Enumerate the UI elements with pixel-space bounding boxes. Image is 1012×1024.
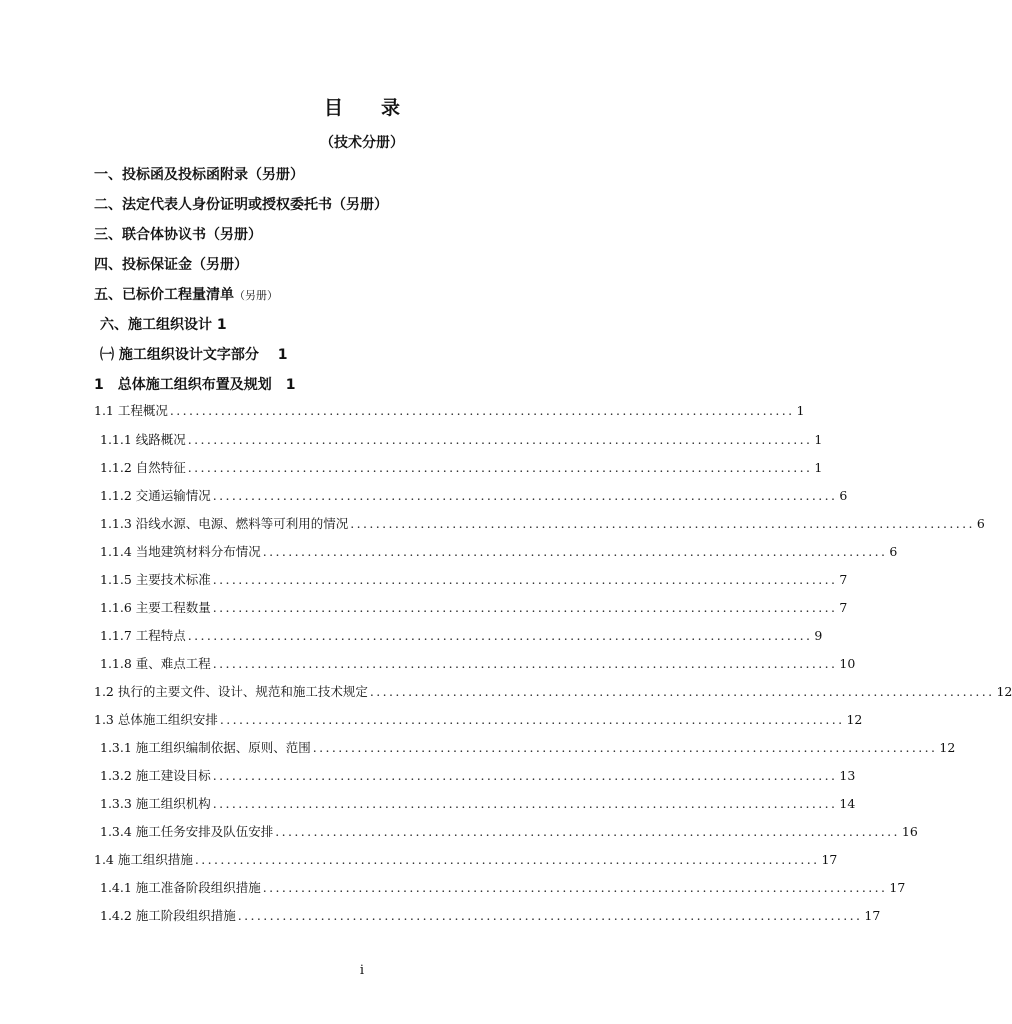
toc-entry-page: 12	[846, 712, 863, 727]
toc-leader-dots: ..................................................................................................	[212, 600, 838, 615]
toc-entry-label: 1.1 工程概况	[94, 403, 168, 418]
toc-leader-dots: ..................................................................................................	[194, 852, 820, 867]
toc-entry[interactable]	[100, 738, 956, 756]
toc-entry-page: 9	[814, 628, 823, 643]
toc-entry-page: 10	[839, 656, 856, 671]
toc-entry-page: 12	[996, 684, 1012, 699]
toc-entry-label: 1.1.5 主要技术标准	[100, 572, 211, 587]
section-heading-2: 二、法定代表人身份证明或授权委托书（另册）	[94, 197, 388, 213]
toc-leader-dots: ..................................................................................................	[187, 460, 813, 475]
toc-entry-page: 17	[864, 908, 881, 923]
toc-entry-page: 7	[839, 572, 848, 587]
toc-leader-dots: ..................................................................................................	[369, 684, 995, 699]
toc-entry-page: 17	[821, 852, 838, 867]
toc-entry-page: 6	[839, 488, 848, 503]
toc-entry-page: 17	[889, 880, 906, 895]
toc-leader-dots: ..................................................................................................	[312, 740, 938, 755]
page-subtitle: （技术分册）	[320, 135, 404, 151]
toc-entry[interactable]	[100, 654, 856, 672]
toc-leader-dots: ..................................................................................................	[187, 628, 813, 643]
toc-entry[interactable]	[100, 766, 856, 784]
section-heading-5-text: 五、已标价工程量清单	[94, 287, 234, 303]
toc-entry-label: 1.1.1 线路概况	[100, 432, 186, 447]
toc-entry-page: 1	[814, 432, 823, 447]
toc-entry-page: 1	[814, 460, 823, 475]
toc-leader-dots: ..................................................................................................	[212, 796, 838, 811]
toc-entry[interactable]	[100, 458, 823, 476]
toc-leader-dots: ..................................................................................................	[219, 712, 845, 727]
toc-leader-dots: ..................................................................................................	[350, 516, 975, 531]
toc-entry-label: 1.1.2 自然特征	[100, 460, 186, 475]
toc-entry-label: 1.3.2 施工建设目标	[100, 768, 211, 783]
toc-entry[interactable]	[100, 514, 985, 532]
title-right-char: 录	[381, 97, 401, 119]
toc-entry-label: 1.1.6 主要工程数量	[100, 600, 211, 615]
toc-entry-label: 1.1.3 沿线水源、电源、燃料等可利用的情况	[100, 516, 349, 531]
toc-entry[interactable]	[94, 682, 1012, 700]
section-heading-3: 三、联合体协议书（另册）	[94, 227, 262, 243]
toc-entry-label: 1.1.8 重、难点工程	[100, 656, 211, 671]
page-title	[0, 93, 724, 120]
toc-leader-dots: ..................................................................................................	[262, 544, 888, 559]
toc-leader-dots: ..................................................................................................	[187, 432, 813, 447]
toc-entry[interactable]	[100, 906, 881, 924]
toc-entry-label: 1.3.3 施工组织机构	[100, 796, 211, 811]
toc-leader-dots: ..................................................................................................	[212, 488, 838, 503]
toc-entry-label: 1.4 施工组织措施	[94, 852, 193, 867]
section-heading-chapter-1: 1 总体施工组织布置及规划 1	[94, 377, 296, 393]
toc-entry-label: 1.2 执行的主要文件、设计、规范和施工技术规定	[94, 684, 368, 699]
toc-entry[interactable]	[100, 542, 898, 560]
toc-leader-dots: ..................................................................................................	[212, 656, 838, 671]
section-heading-1: 一、投标函及投标函附录（另册）	[94, 167, 304, 183]
toc-leader-dots: ..................................................................................................	[262, 880, 888, 895]
toc-entry[interactable]	[100, 430, 823, 448]
toc-entry-label: 1.3 总体施工组织安排	[94, 712, 218, 727]
toc-entry-page: 13	[839, 768, 856, 783]
toc-entry-label: 1.3.1 施工组织编制依据、原则、范围	[100, 740, 311, 755]
toc-entry[interactable]	[94, 710, 863, 728]
toc-entry-label: 1.1.2 交通运输情况	[100, 488, 211, 503]
toc-entry[interactable]	[100, 486, 848, 504]
toc-entry-label: 1.1.4 当地建筑材料分布情况	[100, 544, 261, 559]
toc-entry-page: 12	[939, 740, 956, 755]
toc-entry-page: 14	[839, 796, 856, 811]
toc-leader-dots: ..................................................................................................	[169, 403, 795, 418]
toc-leader-dots: ..................................................................................................	[212, 768, 838, 783]
toc-entry-page: 1	[796, 403, 805, 418]
toc-entry[interactable]	[94, 850, 838, 868]
toc-entry[interactable]	[100, 822, 918, 840]
toc-leader-dots: ..................................................................................................	[237, 908, 863, 923]
toc-entry[interactable]	[100, 598, 848, 616]
toc-entry-page: 16	[901, 824, 918, 839]
section-heading-6-1: ㈠ 施工组织设计文字部分 1	[100, 347, 288, 363]
toc-entry[interactable]	[100, 570, 848, 588]
toc-entry-label: 1.4.1 施工准备阶段组织措施	[100, 880, 261, 895]
page-number: i	[359, 963, 365, 978]
toc-entry-page: 6	[976, 516, 985, 531]
toc-entry-page: 6	[889, 544, 898, 559]
toc-entry-label: 1.1.7 工程特点	[100, 628, 186, 643]
section-heading-6: 六、施工组织设计 1	[100, 317, 227, 333]
toc-entry-label: 1.3.4 施工任务安排及队伍安排	[100, 824, 274, 839]
toc-entry[interactable]	[94, 401, 805, 419]
toc-entry-page: 7	[839, 600, 848, 615]
toc-entry[interactable]	[100, 794, 856, 812]
section-heading-5	[94, 284, 278, 304]
toc-leader-dots: ..................................................................................................	[212, 572, 838, 587]
toc-entry-label: 1.4.2 施工阶段组织措施	[100, 908, 236, 923]
toc-entry[interactable]	[100, 626, 823, 644]
section-heading-4: 四、投标保证金（另册）	[94, 257, 248, 273]
section-heading-5-note: （另册）	[234, 289, 278, 302]
toc-entry[interactable]	[100, 878, 906, 896]
title-left-char: 目	[323, 97, 343, 119]
toc-leader-dots: ..................................................................................................	[275, 824, 900, 839]
